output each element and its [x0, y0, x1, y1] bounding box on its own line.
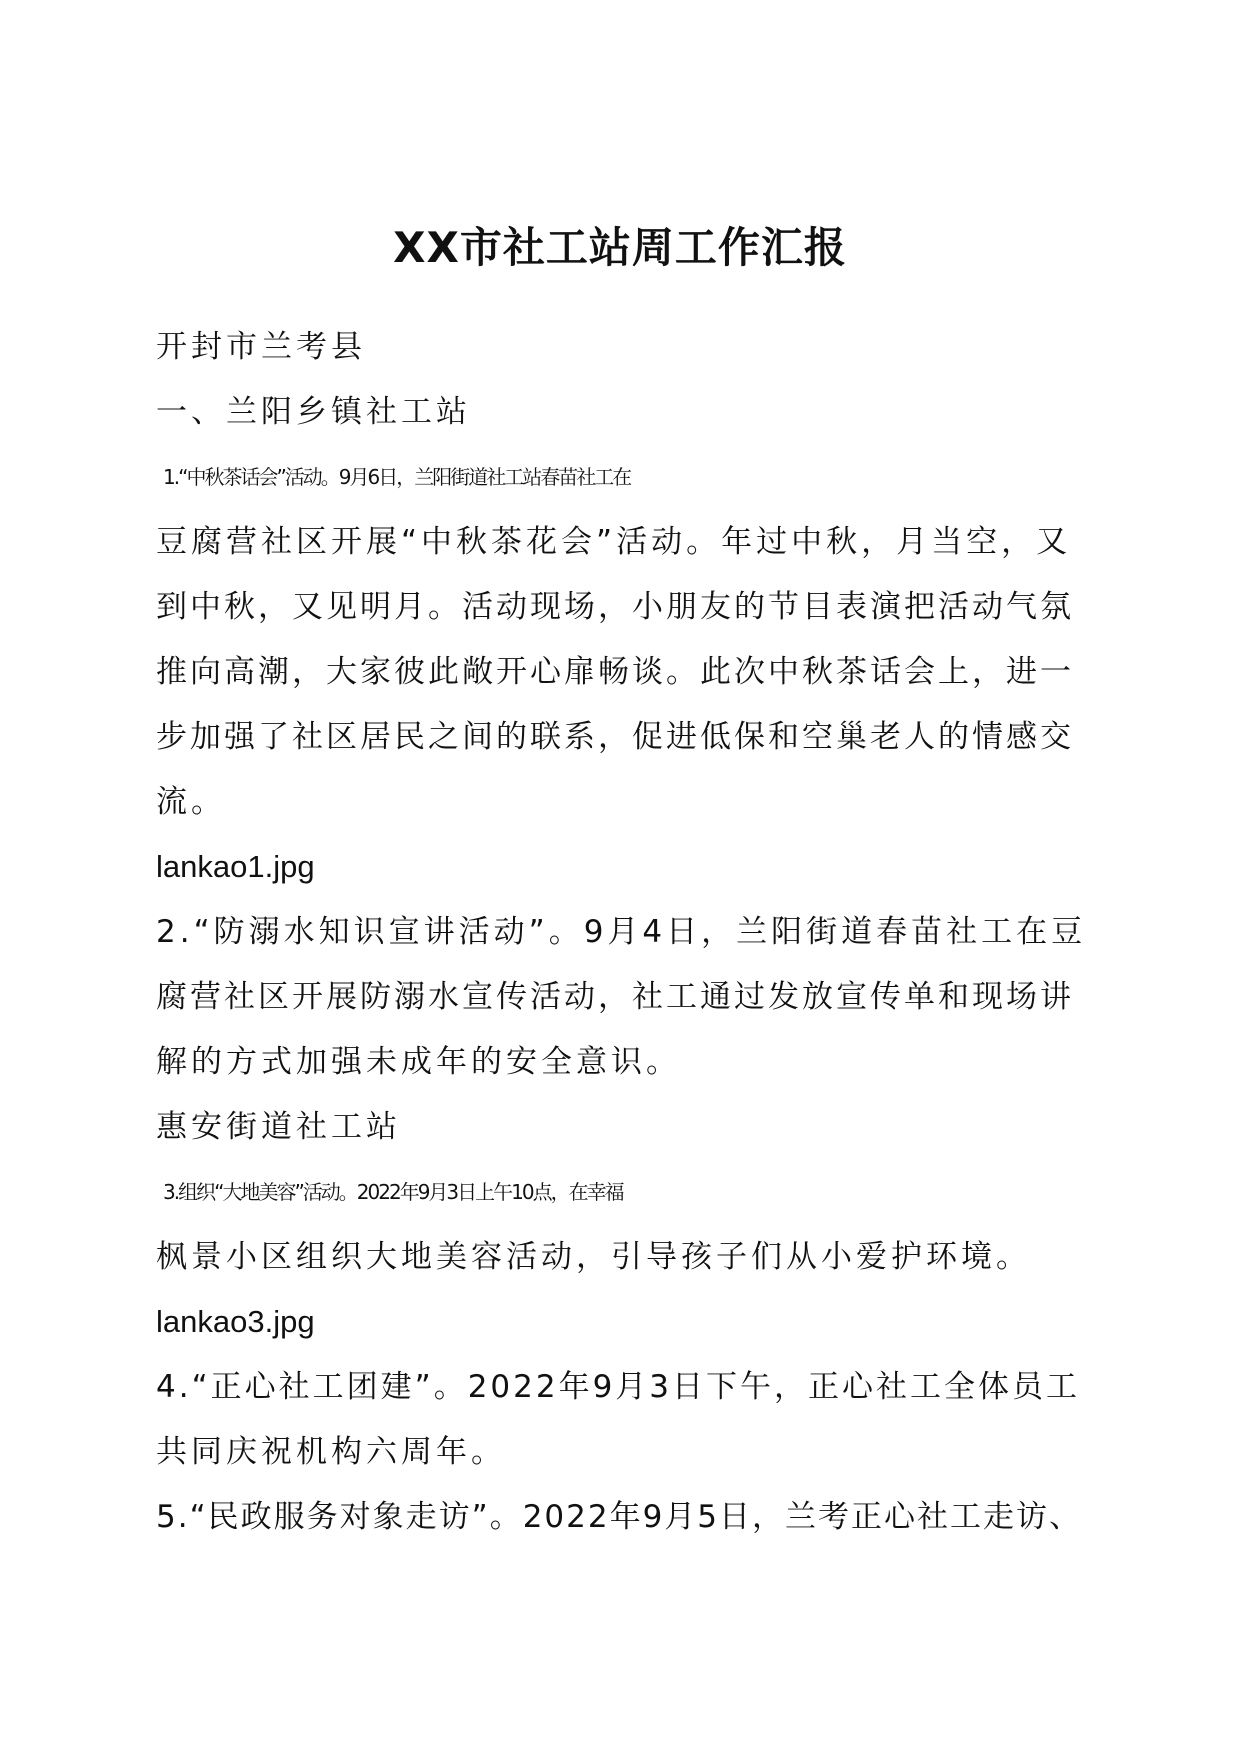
paragraph-line: 5.“民政服务对象走访”。2022年9月5日，兰考正心社工走访、 — [156, 1499, 1083, 1535]
paragraph-line: 1.“中秋茶话会”活动。9月6日，兰阳街道社工站春苗社工在 — [163, 465, 631, 489]
paragraph-line: 推向高潮，大家彼此敞开心扉畅谈。此次中秋茶话会上，进一 — [156, 654, 1074, 690]
paragraph-line: 到中秋，又见明月。活动现场，小朋友的节目表演把活动气氛 — [156, 589, 1074, 625]
paragraph-line: 解的方式加强未成年的安全意识。 — [156, 1044, 681, 1080]
paragraph-line: 2.“防溺水知识宣讲活动”。9月4日，兰阳街道春苗社工在豆 — [156, 914, 1087, 950]
paragraph-line: 4.“正心社工团建”。2022年9月3日下午，正心社工全体员工 — [156, 1369, 1081, 1405]
section-heading-huian: 惠安街道社工站 — [156, 1109, 401, 1145]
section-heading-lanyang: 一、兰阳乡镇社工站 — [156, 394, 471, 430]
paragraph-line: 3.组织“大地美容”活动。2022年9月3日上午10点，在幸福 — [163, 1180, 623, 1204]
paragraph-line: 共同庆祝机构六周年。 — [156, 1434, 506, 1470]
region-heading: 开封市兰考县 — [156, 329, 366, 365]
paragraph-line: 豆腐营社区开展“中秋茶花会”活动。年过中秋，月当空，又 — [156, 524, 1072, 560]
document-title: XX市社工站周工作汇报 — [393, 223, 847, 272]
paragraph-line: 腐营社区开展防溺水宣传活动，社工通过发放宣传单和现场讲 — [156, 979, 1074, 1015]
paragraph-line: 步加强了社区居民之间的联系，促进低保和空巢老人的情感交 — [156, 719, 1074, 755]
paragraph-line: 枫景小区组织大地美容活动，引导孩子们从小爱护环境。 — [156, 1239, 1031, 1275]
image-filename: lankao3.jpg — [156, 1304, 315, 1339]
paragraph-line: 流。 — [156, 784, 226, 820]
image-filename: lankao1.jpg — [156, 849, 315, 884]
